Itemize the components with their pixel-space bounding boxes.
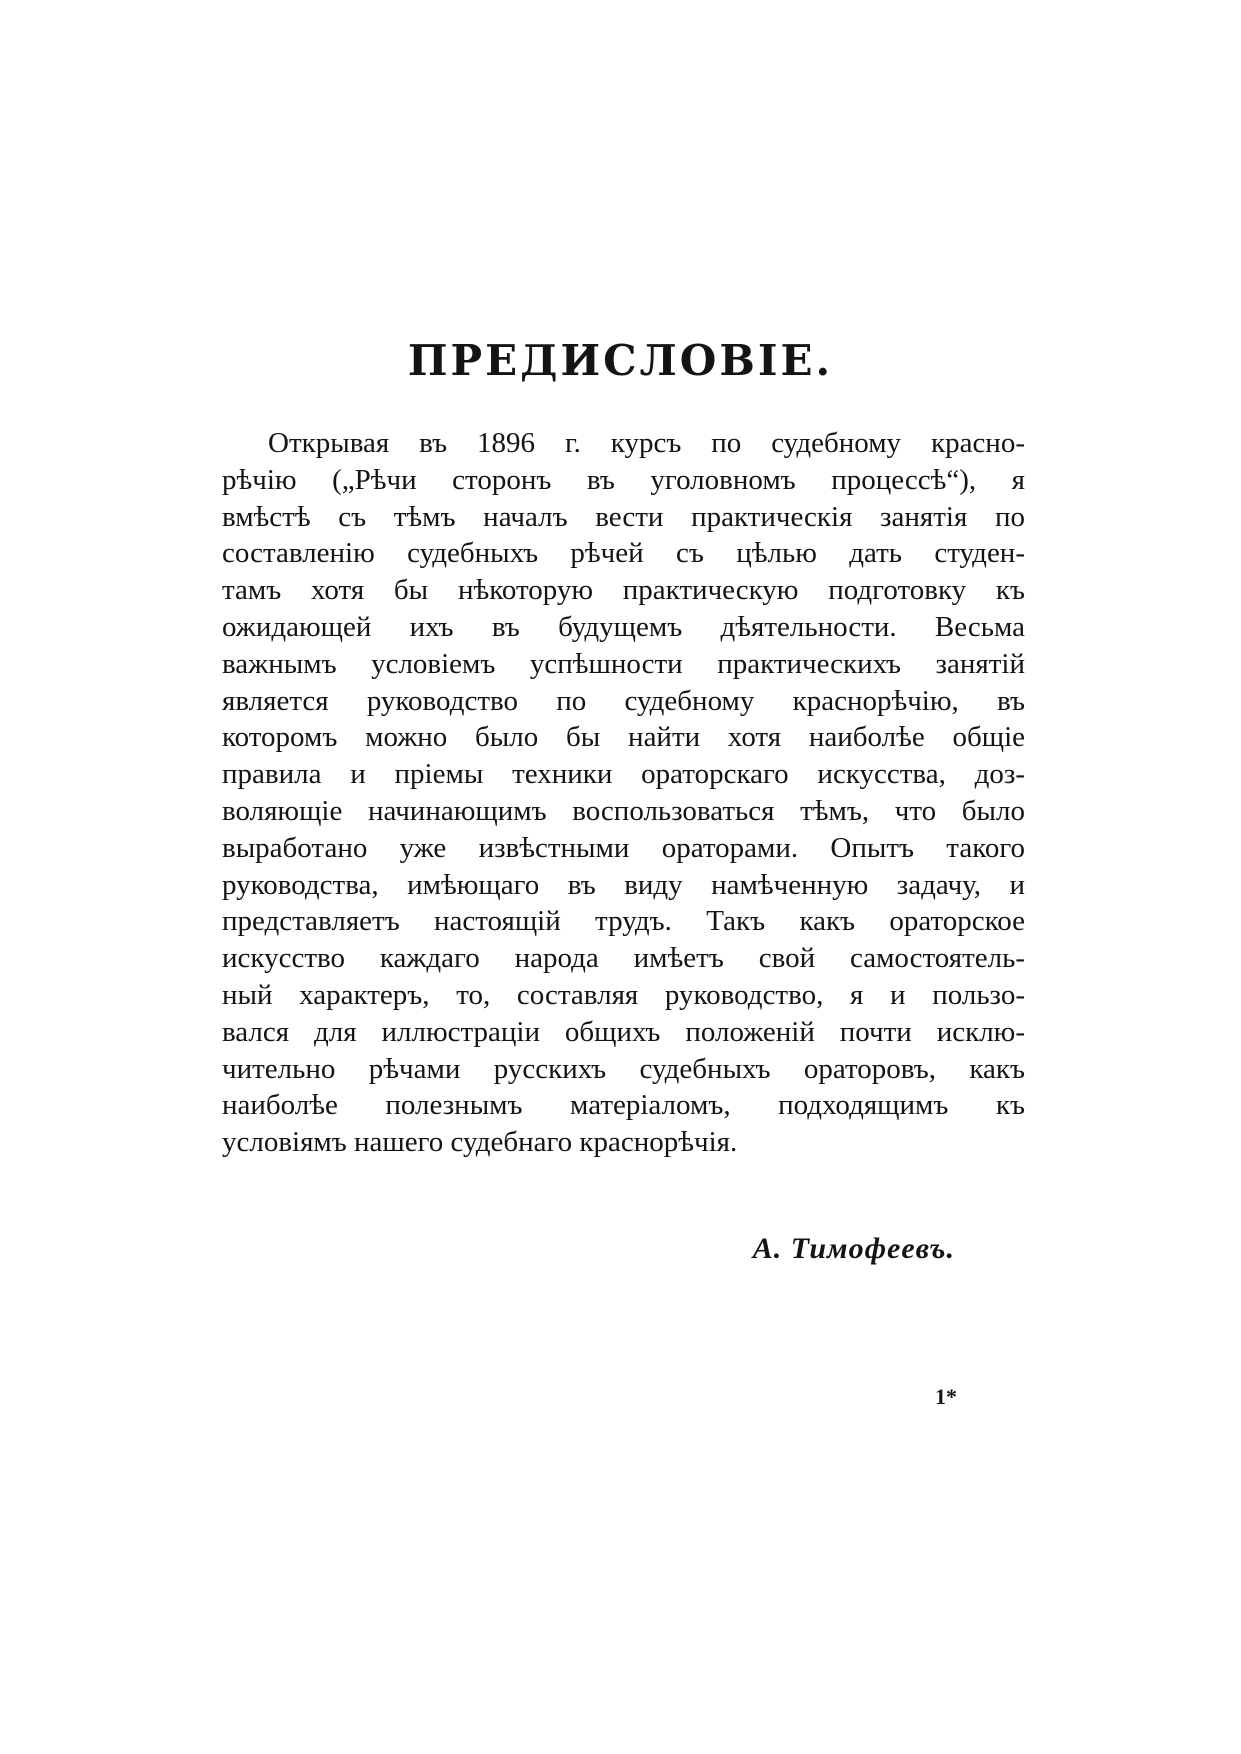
text-line: чительно рѣчами русскихъ судебныхъ ораторовъ, какъ (222, 1052, 1025, 1085)
text-line: наиболѣе полезнымъ матеріаломъ, подходящимъ къ (222, 1089, 1025, 1122)
text-line: вмѣстѣ съ тѣмъ началъ вести практическія занятія по (222, 500, 1025, 533)
text-line: важнымъ условіемъ успѣшности практическихъ занятій (222, 647, 1025, 680)
preface-body (222, 425, 1025, 1161)
text-line: воляющіе начинающимъ воспользоваться тѣмъ, что было (222, 794, 1025, 827)
text-line: руководства, имѣющаго въ виду намѣченную задачу, и (222, 868, 1025, 901)
text-line: искусство каждаго народа имѣетъ свой самостоятель- (222, 942, 1025, 975)
text-line: является руководство по судебному краснорѣчію, въ (222, 684, 1025, 717)
text-line: которомъ можно было бы найти хотя наиболѣе общіе (222, 721, 1025, 754)
text-line: тамъ хотя бы нѣкоторую практическую подготовку къ (222, 574, 1025, 607)
text-line: условіямъ нашего судебнаго краснорѣчія. (222, 1126, 738, 1159)
text-line: представляетъ настоящій трудъ. Такъ какъ ораторское (222, 905, 1025, 938)
text-line: выработано уже извѣстными ораторами. Опытъ такого (222, 831, 1025, 864)
text-line: ный характеръ, то, составляя руководство, я и пользо- (222, 978, 1025, 1011)
text-line: составленію судебныхъ рѣчей съ цѣлью дать студен- (222, 537, 1025, 570)
page-number: 1* (935, 1384, 957, 1409)
text-line: вался для иллюстраціи общихъ положеній почти исклю- (222, 1015, 1025, 1048)
text-line: ожидающей ихъ въ будущемъ дѣятельности. Весьма (222, 610, 1025, 643)
text-line: рѣчію („Рѣчи сторонъ въ уголовномъ процессѣ“), я (222, 463, 1025, 496)
page-title: ПРЕДИСЛОВІЕ. (407, 336, 834, 385)
text-line: Открывая въ 1896 г. курсъ по судебному красно- (268, 427, 1025, 459)
author-signature: А. Тимофеевъ. (752, 1232, 955, 1265)
text-line: правила и пріемы техники ораторскаго искусства, доз- (222, 758, 1025, 791)
